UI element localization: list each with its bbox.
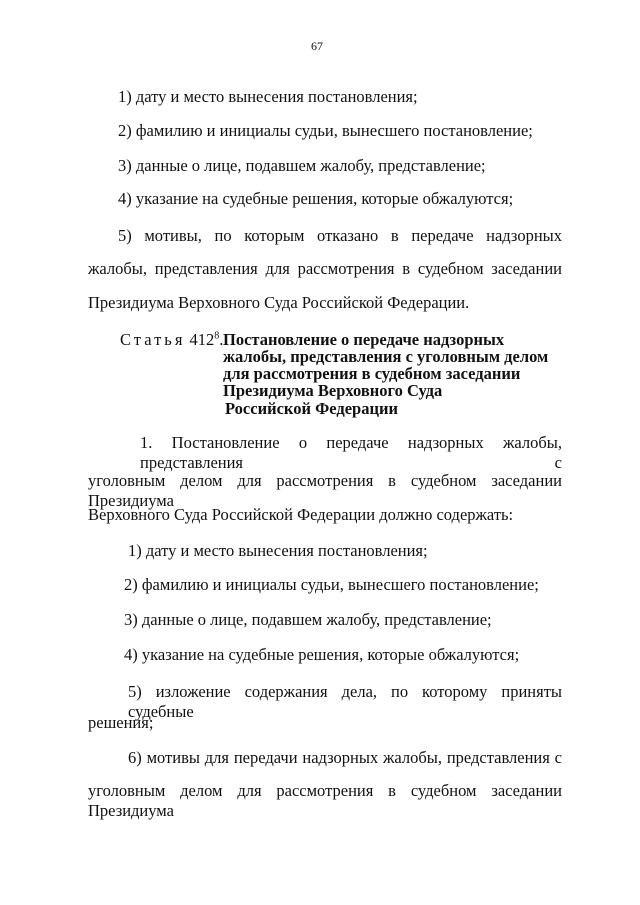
list-item: 6) мотивы для передачи надзорных жалобы, представления с xyxy=(128,748,562,767)
list-item: 2) фамилию и инициалы судьи, вынесшего постановление; xyxy=(124,575,539,594)
paragraph-line: 1. Постановление о передаче надзорных жалобы, представления с xyxy=(140,433,562,472)
list-item-continuation: решения; xyxy=(88,713,154,732)
list-item-continuation: уголовным делом для рассмотрения в судебном заседании Президиума xyxy=(88,781,562,820)
list-item-continuation: жалобы, представления для рассмотрения в судебном заседании xyxy=(88,259,562,278)
list-item: 5) мотивы, по которым отказано в передаче надзорных xyxy=(118,226,562,245)
article-title-line: Российской Федерации xyxy=(225,399,398,418)
list-item: 3) данные о лице, подавшем жалобу, представление; xyxy=(118,156,486,175)
article-label xyxy=(120,330,223,350)
list-item: 3) данные о лице, подавшем жалобу, представление; xyxy=(124,610,492,629)
list-item: 2) фамилию и инициалы судьи, вынесшего постановление; xyxy=(118,121,533,140)
article-superscript: 8 xyxy=(214,330,220,342)
article-word: Статья xyxy=(120,330,186,349)
article-dot: . xyxy=(219,330,224,349)
article-title-line: Постановление о передаче надзорных xyxy=(223,330,505,349)
page-number: 67 xyxy=(311,39,323,53)
list-item: 1) дату и место вынесения постановления; xyxy=(118,87,418,106)
article-number: 412 xyxy=(189,330,215,349)
article-title-line: жалобы, представления с уголовным делом xyxy=(223,347,549,366)
list-item: 4) указание на судебные решения, которые обжалуются; xyxy=(118,189,514,208)
list-item: 5) изложение содержания дела, по которому приняты судебные xyxy=(128,682,562,721)
paragraph-line: уголовным делом для рассмотрения в судебном заседании Президиума xyxy=(88,471,562,510)
article-title-line: Президиума Верховного Суда xyxy=(223,381,443,400)
list-item-continuation: Президиума Верховного Суда Российской Федерации. xyxy=(88,293,470,312)
article-title-line: для рассмотрения в судебном заседании xyxy=(223,364,521,383)
list-item: 1) дату и место вынесения постановления; xyxy=(128,541,428,560)
list-item: 4) указание на судебные решения, которые обжалуются; xyxy=(124,645,520,664)
paragraph-line: Верховного Суда Российской Федерации должно содержать: xyxy=(88,505,514,524)
